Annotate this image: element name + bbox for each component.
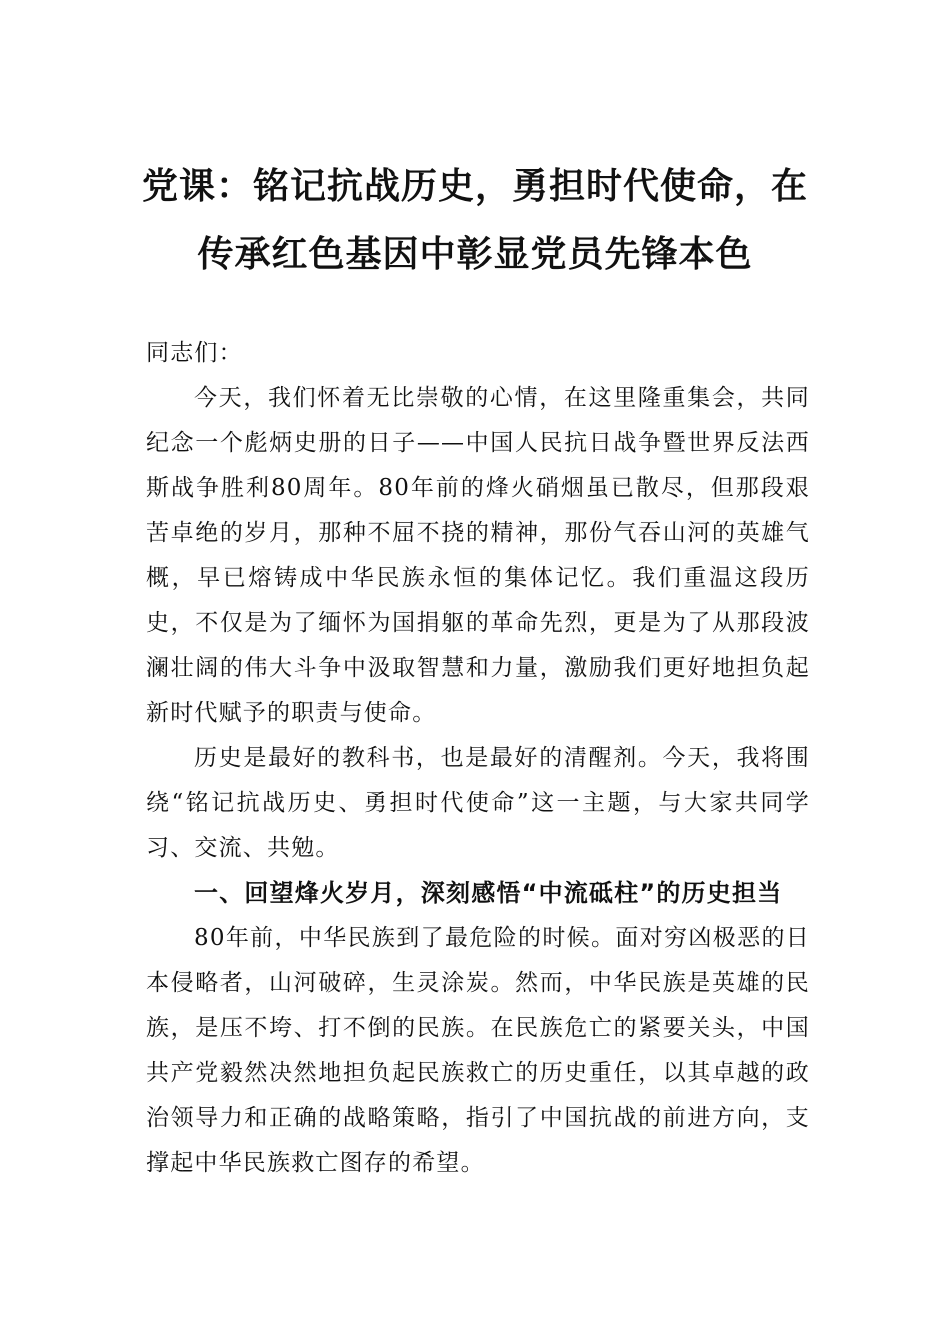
salutation: 同志们： [146, 340, 243, 366]
title-line-1: 党课：铭记抗战历史，勇担时代使命，在 [141, 166, 808, 207]
paragraph-section-1: 80年前，中华民族到了最危险的时候。面对穷凶极恶的日本侵略者，山河破碎，生灵涂炭。然而，中华民族是英雄的民族，是压不垮、打不倒的民族。在民族危亡的紧要关头，中国共产党毅然决然地担负起民族救亡的历史重任，以其卓越的政治领导力和正确的战略策略，指引了中国抗战的前进方向，支撑起中华民族救亡图存的希望。 [146, 925, 810, 1176]
paragraph-intro: 今天，我们怀着无比崇敬的心情，在这里隆重集会，共同纪念一个彪炳史册的日子——中国人民抗日战争暨世界反法西斯战争胜利80周年。80年前的烽火硝烟虽已散尽，但那段艰苦卓绝的岁月，那种不屈不挠的精神，那份气吞山河的英雄气概，早已熔铸成中华民族永恒的集体记忆。我们重温这段历史，不仅是为了缅怀为国捐躯的革命先烈，更是为了从那段波澜壮阔的伟大斗争中汲取智慧和力量，激励我们更好地担负起新时代赋予的职责与使命。 [146, 385, 810, 726]
document-body [146, 331, 810, 1186]
document-title [130, 153, 820, 289]
paragraph-theme: 历史是最好的教科书，也是最好的清醒剂。今天，我将围绕“铭记抗战历史、勇担时代使命”这一主题，与大家共同学习、交流、共勉。 [146, 745, 810, 861]
title-line-2: 传承红色基因中彰显党员先锋本色 [197, 234, 753, 275]
section-heading-1: 一、回望烽火岁月，深刻感悟“中流砥柱”的历史担当 [194, 879, 783, 907]
